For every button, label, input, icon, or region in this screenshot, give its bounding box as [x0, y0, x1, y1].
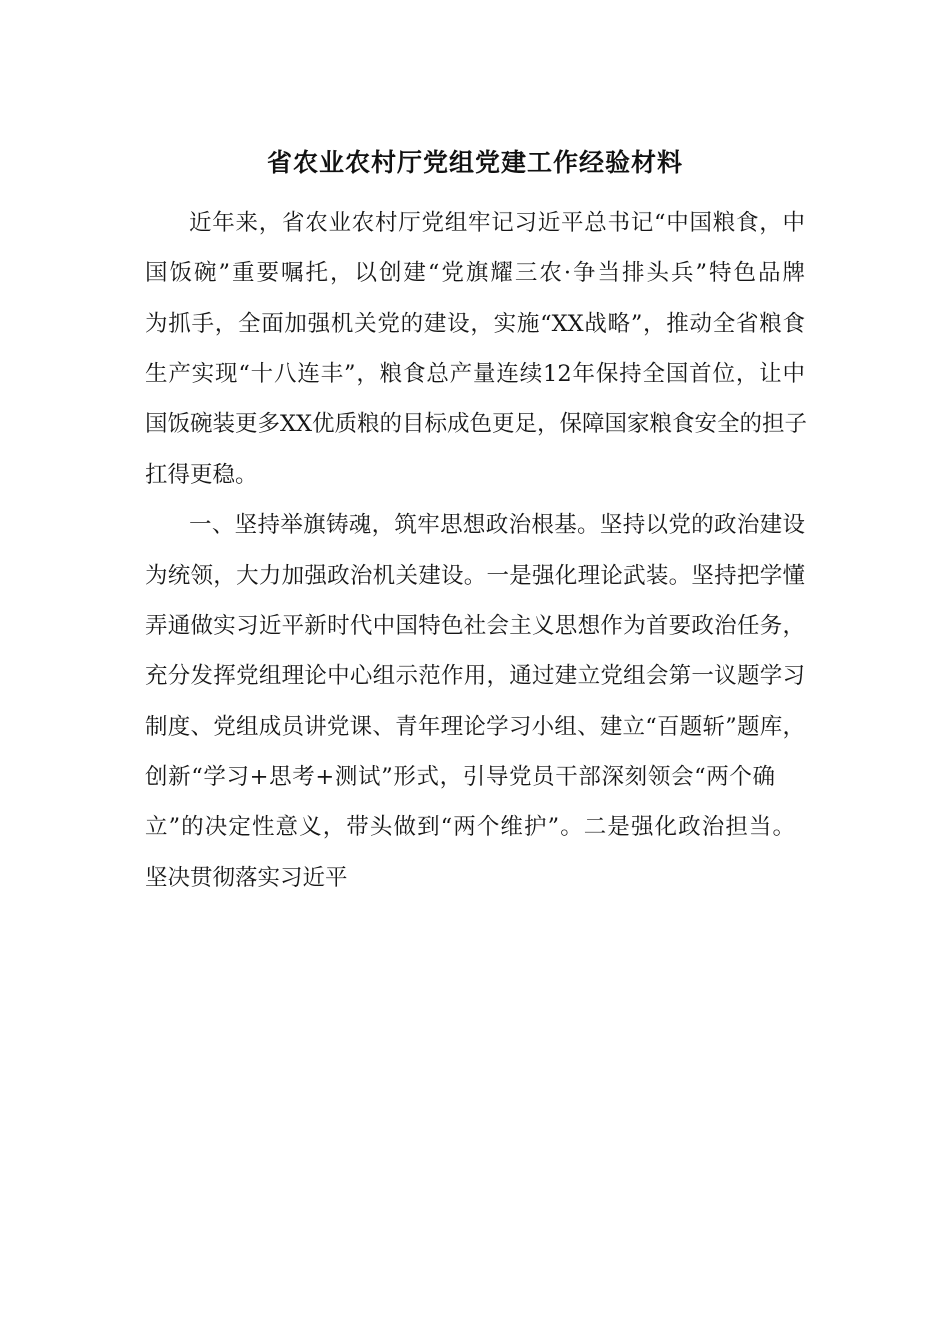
paragraph-2-line-6: 创新“学习+思考+测试”形式，引导党员干部深刻领会“两个确	[145, 764, 775, 790]
document-title: 省农业农村厅党组党建工作经验材料	[266, 148, 683, 177]
paragraph-1-line-6: 扛得更稳。	[145, 462, 258, 488]
paragraph-2-line-4: 充分发挥党组理论中心组示范作用，通过建立党组会第一议题学习	[145, 663, 805, 689]
paragraph-2-line-1: 一、坚持举旗铸魂，筑牢思想政治根基。坚持以党的政治建设	[189, 512, 805, 538]
paragraph-2-line-7: 立”的决定性意义，带头做到“两个维护”。二是强化政治担当。	[145, 814, 795, 840]
paragraph-1-line-4: 生产实现“十八连丰”，粮食总产量连续12年保持全国首位，让中	[145, 361, 805, 387]
paragraph-1-line-1: 近年来，省农业农村厅党组牢记习近平总书记“中国粮食，中	[189, 210, 805, 236]
paragraph-2-line-5: 制度、党组成员讲党课、青年理论学习小组、建立“百题斩”题库，	[145, 714, 805, 740]
paragraph-2-line-8: 坚决贯彻落实习近平	[145, 865, 348, 891]
paragraph-1-line-2: 国饭碗”重要嘱托，以创建“党旗耀三农·争当排头兵”特色品牌	[145, 260, 805, 286]
paragraph-2-line-2: 为统领，大力加强政治机关建设。一是强化理论武装。坚持把学懂	[145, 563, 805, 589]
paragraph-1-line-3: 为抓手，全面加强机关党的建设，实施“XX战略”，推动全省粮食	[145, 311, 805, 337]
paragraph-2-line-3: 弄通做实习近平新时代中国特色社会主义思想作为首要政治任务，	[145, 613, 805, 639]
paragraph-1-line-5: 国饭碗装更多XX优质粮的目标成色更足，保障国家粮食安全的担子	[145, 411, 808, 437]
